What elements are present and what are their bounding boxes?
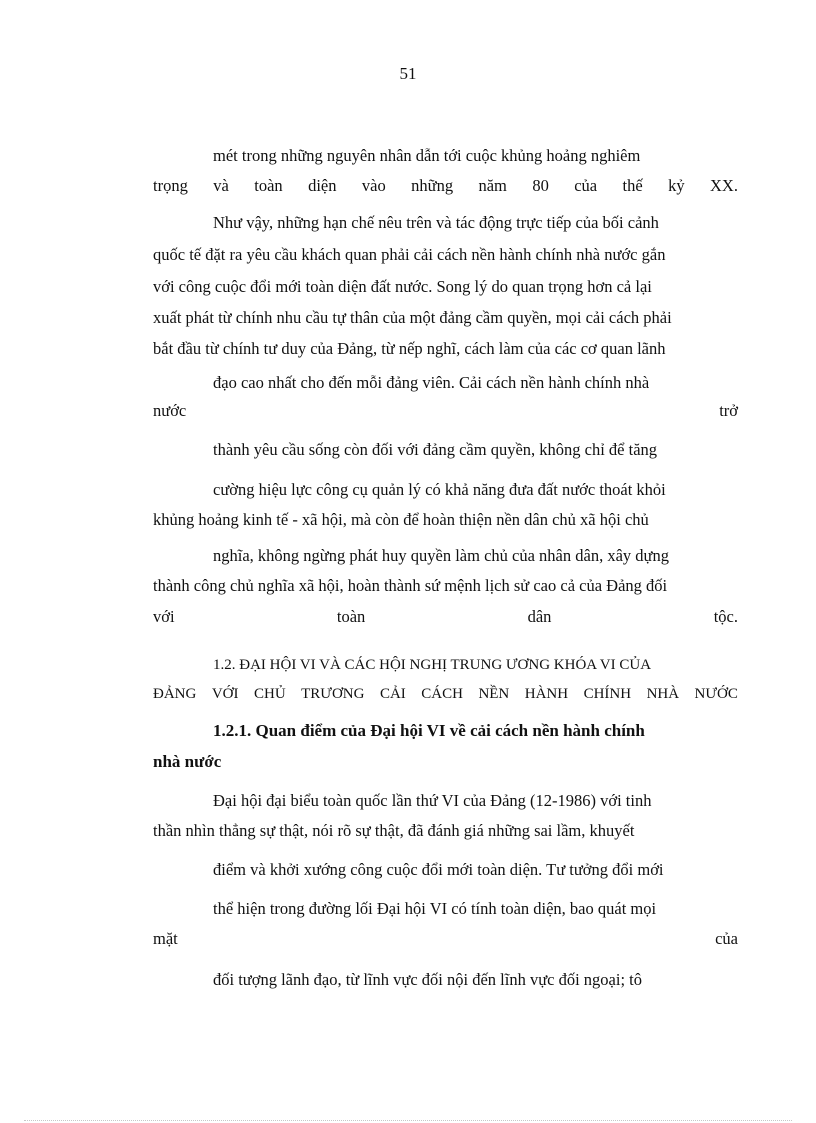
word: của xyxy=(574,176,598,195)
word: NỀN xyxy=(478,686,510,702)
word: năm xyxy=(478,176,507,195)
section-heading: 1.2. ĐẠI HỘI VI VÀ CÁC HỘI NGHỊ TRUNG ƯƠNG KHÓA VI CỦA xyxy=(213,657,652,673)
word: mặt xyxy=(153,929,178,948)
word: nước xyxy=(153,401,187,420)
text-line: Như vậy, những hạn chế nêu trên và tác động trực tiếp của bối cảnh xyxy=(213,213,659,232)
text-line: điểm và khởi xướng công cuộc đổi mới toàn diện. Tư tưởng đổi mới xyxy=(213,860,664,879)
text-line: cường hiệu lực công cụ quản lý có khả năng đưa đất nước thoát khỏi xyxy=(213,480,666,499)
page-number: 51 xyxy=(399,64,417,83)
word: toàn xyxy=(254,176,283,195)
text-line xyxy=(153,175,738,197)
word: XX. xyxy=(710,176,738,195)
text-line: thần nhìn thẳng sự thật, nói rõ sự thật, đã đánh giá những sai lầm, khuyết xyxy=(153,821,635,840)
text-line: thể hiện trong đường lối Đại hội VI có tính toàn diện, bao quát mọi xyxy=(213,899,657,918)
text-line: với công cuộc đổi mới toàn diện đất nước. Song lý do quan trọng hơn cả lại xyxy=(153,277,652,296)
subsection-heading: nhà nước xyxy=(153,752,222,771)
text-line: thành công chủ nghĩa xã hội, hoàn thành sứ mệnh lịch sử cao cả của Đảng đối xyxy=(153,576,668,595)
text-line: mét trong những nguyên nhân dẫn tới cuộc khủng hoảng nghiêm xyxy=(213,146,641,165)
word: NHÀ xyxy=(646,686,680,702)
text-line: quốc tế đặt ra yêu cầu khách quan phải cải cách nền hành chính nhà nước gắn xyxy=(153,245,666,264)
word: TRƯƠNG xyxy=(301,686,365,702)
word: trở xyxy=(719,401,738,420)
word: NƯỚC xyxy=(694,686,738,702)
word: CẢI xyxy=(379,686,406,702)
text-line xyxy=(153,606,738,628)
word: CÁCH xyxy=(421,686,463,702)
word: những xyxy=(411,176,454,195)
word: HÀNH xyxy=(524,686,569,702)
word: kỷ xyxy=(668,176,685,195)
bottom-rule xyxy=(24,1120,792,1121)
word: toàn xyxy=(336,607,366,626)
text-line: đối tượng lãnh đạo, từ lĩnh vực đối nội đến lĩnh vực đối ngoại; tô xyxy=(213,970,642,989)
section-heading xyxy=(153,683,738,705)
word: của xyxy=(715,929,738,948)
text-line: thành yêu cầu sống còn đối với đảng cầm quyền, không chỉ để tăng xyxy=(213,440,658,459)
word: CHÍNH xyxy=(583,686,632,702)
text-line: đạo cao nhất cho đến mỗi đảng viên. Cải cách nền hành chính nhà xyxy=(213,373,650,392)
word: và xyxy=(213,176,229,195)
word: VỚI xyxy=(211,686,239,702)
word: dân xyxy=(527,607,552,626)
word: 80 xyxy=(532,176,549,195)
text-line: khủng hoảng kinh tế - xã hội, mà còn để hoàn thiện nền dân chủ xã hội chủ xyxy=(153,510,649,529)
word: trọng xyxy=(153,176,188,195)
word: tộc. xyxy=(713,607,738,626)
text-line xyxy=(153,400,738,422)
word: diện xyxy=(308,176,337,195)
text-line: bắt đầu từ chính tư duy của Đảng, từ nếp nghĩ, cách làm của các cơ quan lãnh xyxy=(153,339,666,358)
word: ĐẢNG xyxy=(153,686,197,702)
word: với xyxy=(153,607,175,626)
word: vào xyxy=(361,176,386,195)
word: thế xyxy=(622,176,643,195)
text-line: nghĩa, không ngừng phát huy quyền làm chủ của nhân dân, xây dựng xyxy=(213,546,669,565)
text-line: xuất phát từ chính nhu cầu tự thân của một đảng cầm quyền, mọi cải cách phải xyxy=(153,308,672,327)
text-line xyxy=(153,928,738,950)
text-line: Đại hội đại biểu toàn quốc lần thứ VI của Đảng (12-1986) với tinh xyxy=(213,791,652,810)
word: CHỦ xyxy=(253,686,286,702)
subsection-heading: 1.2.1. Quan điểm của Đại hội VI về cải cách nền hành chính xyxy=(213,721,645,740)
